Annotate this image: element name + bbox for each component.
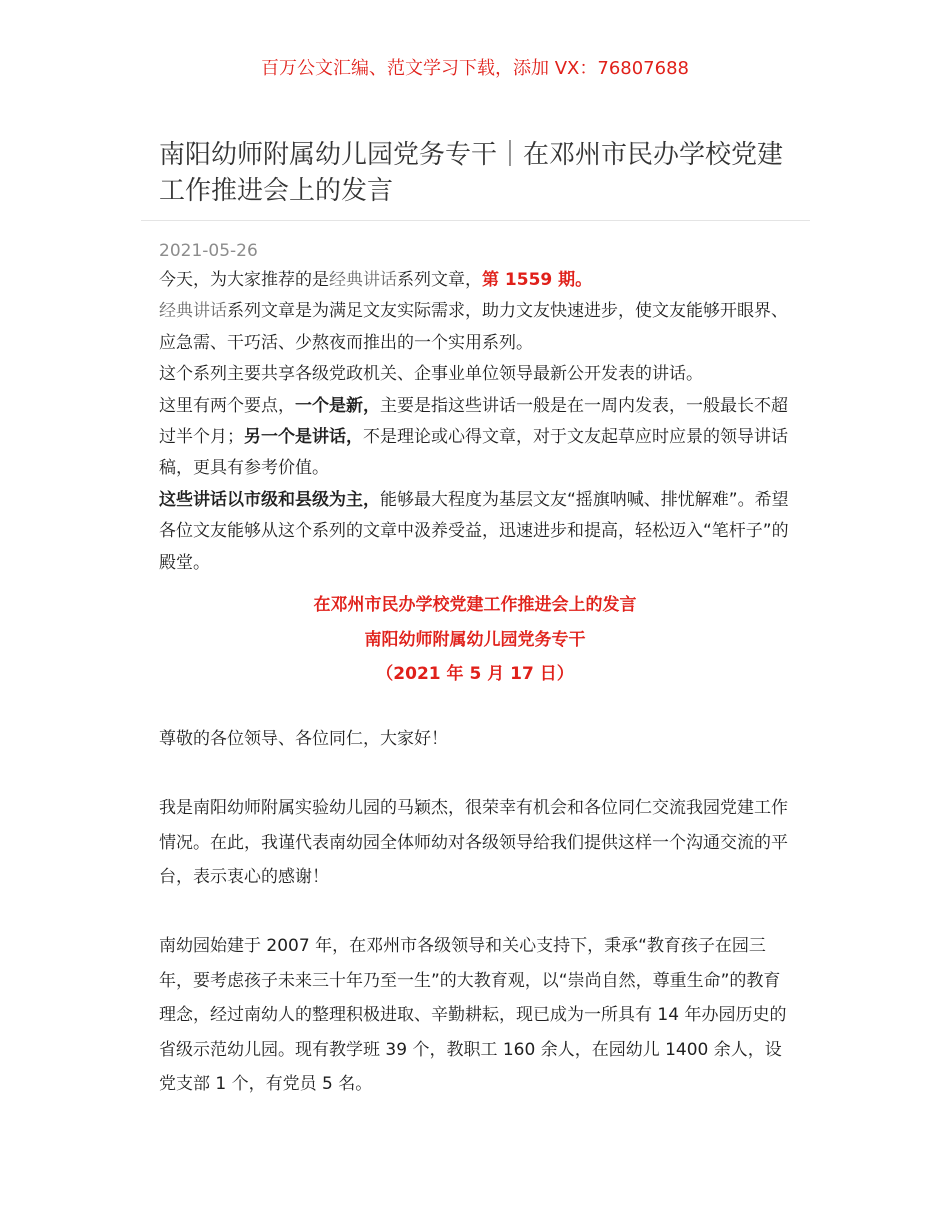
intro-text: 主要是指这些讲话一般是在一周内发表，一般最长不超过半个月； bbox=[159, 395, 788, 448]
speech-paragraph: 南幼园始建于 2007 年，在邓州市各级领导和关心支持下，秉承“教育孩子在园三年，要考虑孩子未来三十年乃至一生”的大教育观，以“崇尚自然，尊重生命”的教育理念，经过南幼人的整理积极进取、辛勤耕耘，现已成为一所具有 14 年办园历史的省级示范幼儿园。现有教学班 39 个，教职工 160 余人，在园幼儿 1400 余人，设党支部 1 个，有党员 5 名。 bbox=[159, 936, 787, 1094]
intro-text: 系列文章是为满足文友实际需求，助力文友快速进步，使文友能够开眼界、应急需、干巧活、少熬夜而推出的一个实用系列。 bbox=[159, 301, 788, 353]
series-name: 经典讲话 bbox=[329, 270, 397, 290]
intro-text: 这里有两个要点， bbox=[159, 395, 295, 416]
publish-date: 2021-05-26 bbox=[159, 241, 258, 261]
emphasis: 另一个是讲话， bbox=[244, 427, 363, 448]
speech-paragraph: 我是南阳幼师附属实验幼儿园的马颖杰，很荣幸有机会和各位同仁交流我园党建工作情况。在此，我谨代表南幼园全体师幼对各级领导给我们提供这样一个沟通交流的平台，表示衷心的感谢！ bbox=[159, 798, 788, 887]
intro-paragraph-4 bbox=[159, 391, 795, 485]
issue-number: 第 1559 期。 bbox=[482, 270, 593, 290]
promo-banner: 百万公文汇编、范文学习下载，添加 VX：76807688 bbox=[261, 58, 689, 79]
intro-text: 能够最大程度为基层文友“摇旗呐喊、排忧解难”。希望各位文友能够从这个系列的文章中汲养受益，迅速进步和提高，轻松迈入“笔杆子”的殿堂。 bbox=[159, 489, 789, 573]
article-title: 南阳幼师附属幼儿园党务专干｜在邓州市民办学校党建工作推进会上的发言 bbox=[159, 140, 784, 206]
intro-paragraph-5 bbox=[159, 485, 795, 579]
series-name: 经典讲话 bbox=[159, 301, 227, 322]
speech-paragraph: 尊敬的各位领导、各位同仁，大家好！ bbox=[159, 729, 448, 749]
series-intro bbox=[159, 265, 795, 579]
emphasis: 这些讲话以市级和县级为主， bbox=[159, 489, 380, 510]
intro-text: 今天，为大家推荐的是 bbox=[159, 270, 329, 290]
title-divider bbox=[141, 220, 810, 221]
intro-text: 系列文章， bbox=[397, 270, 482, 290]
intro-paragraph-1 bbox=[159, 265, 795, 296]
speech-date: （2021 年 5 月 17 日） bbox=[376, 664, 574, 684]
speech-header bbox=[0, 588, 950, 692]
intro-text: 不是理论或心得文章，对于文友起草应时应景的领导讲话稿，更具有参考价值。 bbox=[159, 427, 788, 479]
speech-body bbox=[159, 722, 795, 1136]
speech-speaker: 南阳幼师附属幼儿园党务专干 bbox=[364, 629, 586, 650]
speech-heading: 在邓州市民办学校党建工作推进会上的发言 bbox=[313, 595, 637, 615]
emphasis: 一个是新， bbox=[295, 395, 380, 416]
intro-paragraph-2 bbox=[159, 296, 795, 359]
intro-paragraph-3: 这个系列主要共享各级党政机关、企事业单位领导最新公开发表的讲话。 bbox=[159, 364, 703, 385]
